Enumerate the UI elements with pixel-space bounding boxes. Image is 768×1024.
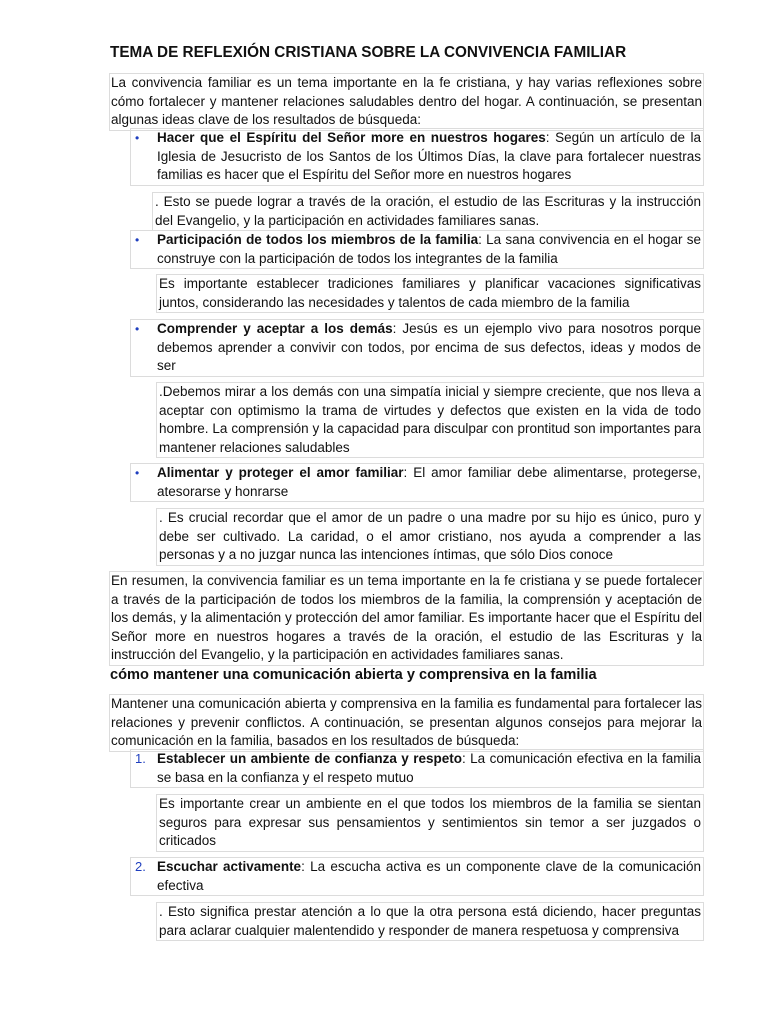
document-title: TEMA DE REFLEXIÓN CRISTIANA SOBRE LA CONVIVENCIA FAMILIAR [110, 44, 627, 61]
bullet-text: : Jesús es un ejemplo vivo para nosotros porque debemos aprender a convivir con todos, por encima de sus defectos, ideas y modos de ser [157, 321, 701, 373]
item-heading: Establecer un ambiente de confianza y respeto [157, 751, 462, 766]
bullet-item [130, 128, 704, 186]
bullet-text: : Según un artículo de la Iglesia de Jesucristo de los Santos de los Últimos Días, la clave para fortalecer nuestras familias es hacer que el Espíritu del Señor more en nuestros hogares [157, 130, 701, 182]
numbered-item [130, 857, 704, 896]
bullet-heading: Alimentar y proteger el amor familiar [157, 465, 404, 480]
bullet-text: : La sana convivencia en el hogar se construye con la participación de todos los integrantes de la familia [157, 232, 701, 266]
item-text: : La escucha activa es un componente clave de la comunicación efectiva [157, 859, 702, 893]
bullet-marker: • [135, 131, 140, 145]
item-text: : La comunicación efectiva en la familia se basa en la confianza y el respeto mutuo [157, 751, 701, 785]
item-extra-paragraph: . Esto significa prestar atención a lo que la otra persona está diciendo, hacer preguntas para aclarar cualquier malentendido y responder de manera respetuosa y comprensiva [156, 902, 704, 941]
bullet-heading: Comprender y aceptar a los demás [157, 321, 393, 336]
section-intro-paragraph: Mantener una comunicación abierta y comprensiva en la familia es fundamental para fortalecer las relaciones y prevenir conflictos. A continuación, se presentan algunos consejos para mejorar la comunicación en la familia, basados en los resultados de búsqueda: [109, 694, 704, 752]
bullet-marker: • [135, 466, 140, 480]
section-heading: cómo mantener una comunicación abierta y comprensiva en la familia [110, 667, 597, 683]
numbered-item [130, 749, 704, 788]
item-extra-paragraph: Es importante crear un ambiente en el que todos los miembros de la familia se sientan seguros para expresar sus pensamientos y sentimientos sin temor a ser juzgados o criticados [156, 794, 704, 852]
bullet-extra-paragraph: . Esto se puede lograr a través de la oración, el estudio de las Escrituras y la instrucción del Evangelio, y la participación en actividades familiares sanas. [152, 192, 704, 231]
bullet-marker: • [135, 233, 140, 247]
bullet-extra-paragraph: .Debemos mirar a los demás con una simpatía inicial y siempre creciente, que nos lleva a aceptar con optimismo la trama de virtudes y defectos que existen en la vida de todo hombre. La comprensión y la capacidad para disculpar con prontitud son importantes para mantener relaciones saludables [156, 382, 704, 458]
item-number: 2. [135, 859, 146, 874]
item-heading: Escuchar activamente [157, 859, 302, 874]
bullet-extra-paragraph: Es importante establecer tradiciones familiares y planificar vacaciones significativas juntos, considerando las necesidades y talentos de cada miembro de la familia [156, 274, 704, 313]
bullet-item [130, 230, 704, 269]
bullet-item [130, 463, 704, 502]
intro-paragraph: La convivencia familiar es un tema importante en la fe cristiana, y hay varias reflexiones sobre cómo fortalecer y mantener relaciones saludables dentro del hogar. A continuación, se presentan algunas ideas clave de los resultados de búsqueda: [109, 73, 704, 131]
bullet-item [130, 319, 704, 377]
summary-paragraph: En resumen, la convivencia familiar es un tema importante en la fe cristiana y se puede fortalecer a través de la participación de todos los miembros de la familia, la comprensión y aceptación de los demás, y la alimentación y protección del amor familiar. Es importante hacer que el Espíritu del Señor more en nuestros hogares a través de la oración, el estudio de las Escrituras y la instrucción del Evangelio, y la participación en actividades familiares sanas. [109, 571, 704, 666]
bullet-heading: Participación de todos los miembros de la familia [157, 232, 479, 247]
bullet-marker: • [135, 322, 140, 336]
bullet-heading: Hacer que el Espíritu del Señor more en nuestros hogares [157, 130, 546, 145]
item-number: 1. [135, 751, 146, 766]
bullet-text: : El amor familiar debe alimentarse, protegerse, atesorarse y honrarse [157, 465, 702, 499]
bullet-extra-paragraph: . Es crucial recordar que el amor de un padre o una madre por su hijo es único, puro y debe ser cultivado. La caridad, o el amor cristiano, nos ayuda a comprender a las personas y a no juzgar nunca las intenciones íntimas, que sólo Dios conoce [156, 508, 704, 566]
